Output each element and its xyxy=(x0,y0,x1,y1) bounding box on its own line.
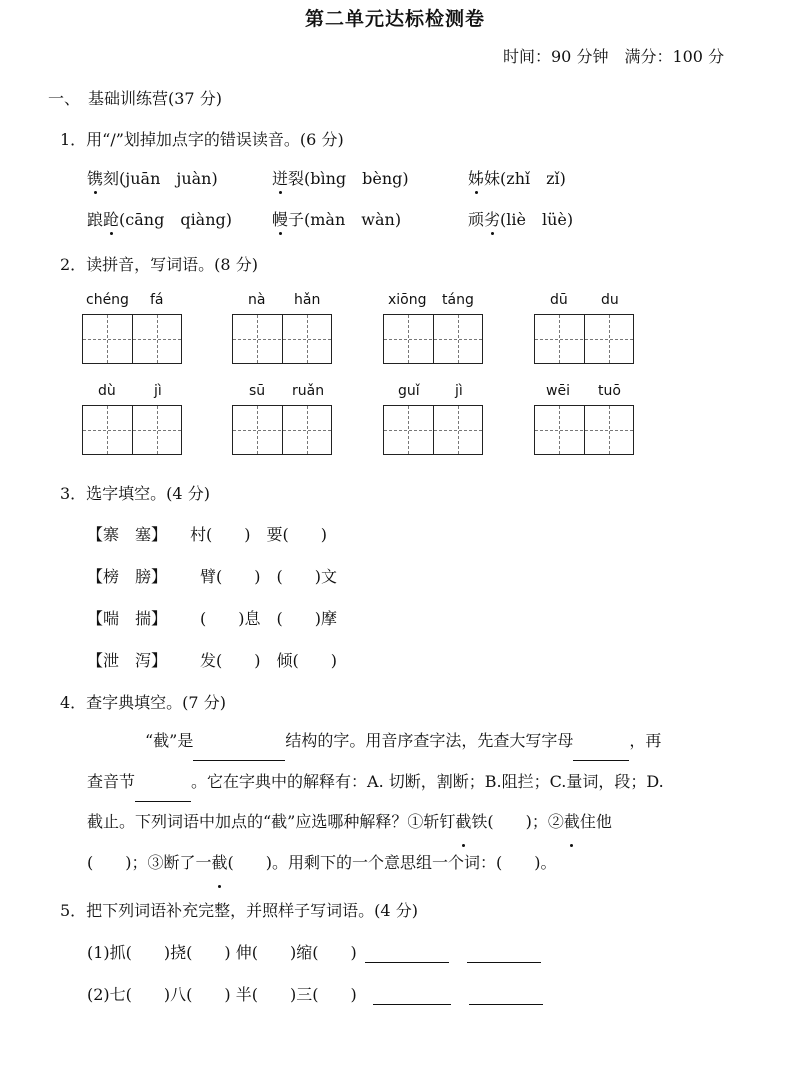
q5-answer-blank[interactable] xyxy=(467,944,541,963)
pinyin-4a: dū xyxy=(550,292,568,308)
q4-text: 查音节 xyxy=(87,772,136,791)
blank-structure[interactable] xyxy=(193,736,285,761)
section-heading: 一、 基础训练营(37 分) xyxy=(48,89,222,108)
dotted-char: 姊 xyxy=(468,166,484,189)
dotted-char: 幔 xyxy=(272,207,288,230)
question-4-prompt: 4．查字典填空。(7 分) xyxy=(60,693,226,712)
q3-option-4: 【泄 泻】 xyxy=(87,651,168,670)
blank-syllable[interactable] xyxy=(135,777,191,802)
q4-text: 。它在字典中的解释有：A. 切断，割断；B.阻拦；C.量词，段；D. xyxy=(191,772,664,791)
q3-blank-4[interactable]: 发( ) 倾( ) xyxy=(200,651,337,670)
pinyin-5b: jì xyxy=(154,383,162,399)
q4-text: “截”是 xyxy=(145,731,194,750)
dotted-char: 镌 xyxy=(87,166,103,189)
writing-grid-6[interactable] xyxy=(232,405,332,455)
writing-grid-8[interactable] xyxy=(534,405,634,455)
q4-line-2 xyxy=(87,762,664,802)
q4-line-1 xyxy=(145,721,661,761)
pinyin-8b: tuō xyxy=(598,383,621,399)
q5-row-2 xyxy=(87,982,543,1005)
q3-blank-3[interactable]: ( )息 ( )摩 xyxy=(200,609,337,628)
q5-answer-blank[interactable] xyxy=(365,944,449,963)
q3-option-1: 【寨 塞】 xyxy=(87,525,168,544)
q4-text: 截止。下列词语中加点的“截”应选哪种解释？①斩钉 xyxy=(87,812,456,831)
pinyin-7b: jì xyxy=(455,383,463,399)
pinyin-8a: wēi xyxy=(546,383,570,399)
writing-grid-7[interactable] xyxy=(383,405,483,455)
blank-letter[interactable] xyxy=(573,736,629,761)
q1-item-4 xyxy=(87,207,232,230)
pinyin-5a: dù xyxy=(98,383,116,399)
q5-text: (2)七( )八( ) 半( )三( ) xyxy=(87,985,357,1004)
writing-grid-4[interactable] xyxy=(534,314,634,364)
q1-item-6 xyxy=(468,207,573,230)
pinyin-6b: ruǎn xyxy=(292,383,325,399)
pinyin-2a: nà xyxy=(248,292,266,308)
question-5-prompt: 5．把下列词语补充完整，并照样子写词语。(4 分) xyxy=(60,901,418,920)
q5-answer-blank[interactable] xyxy=(469,986,543,1005)
q3-blank-1[interactable]: 村( ) 要( ) xyxy=(190,525,327,544)
pinyin-1b: fá xyxy=(150,292,164,308)
q1-item-text: 裂(bìng bèng) xyxy=(288,169,409,188)
q1-item-5 xyxy=(272,207,401,230)
q1-item-2 xyxy=(272,166,409,189)
q1-item-text: 子(màn wàn) xyxy=(288,210,402,229)
dotted-char: 跄 xyxy=(103,207,119,230)
q5-text: (1)抓( )挠( ) 伸( )缩( ) xyxy=(87,943,357,962)
q4-text: 住他 xyxy=(579,812,612,831)
dotted-char: 迸 xyxy=(272,166,288,189)
q4-text: 铁( )；② xyxy=(471,812,564,831)
writing-grid-3[interactable] xyxy=(383,314,483,364)
pinyin-4b: du xyxy=(601,292,619,308)
question-2-prompt: 2．读拼音，写词语。(8 分) xyxy=(60,255,258,274)
q1-item-text: (cāng qiàng) xyxy=(119,210,233,229)
dotted-char: 截 xyxy=(212,843,228,883)
writing-grid-1[interactable] xyxy=(82,314,182,364)
q4-line-3 xyxy=(87,802,612,842)
pinyin-1a: chéng xyxy=(86,292,129,308)
pinyin-2b: hǎn xyxy=(294,292,321,308)
time-info: 时间：90 分钟 满分：100 分 xyxy=(503,47,725,66)
q5-row-1 xyxy=(87,940,541,963)
question-3-prompt: 3．选字填空。(4 分) xyxy=(60,484,210,503)
q1-item-text: 刻(juān juàn) xyxy=(103,169,218,188)
pinyin-3a: xiōng xyxy=(388,292,427,308)
q3-option-3: 【喘 揣】 xyxy=(87,609,168,628)
q1-item-text: (liè lüè) xyxy=(500,210,574,229)
plain-char: 顽 xyxy=(468,210,485,229)
writing-grid-5[interactable] xyxy=(82,405,182,455)
q3-option-2: 【榜 膀】 xyxy=(87,567,168,586)
plain-char: 踉 xyxy=(87,210,104,229)
pinyin-6a: sū xyxy=(249,383,266,399)
q1-item-text: 妹(zhǐ zǐ) xyxy=(484,169,566,188)
q5-answer-blank[interactable] xyxy=(373,986,451,1005)
q4-text: ( )；③断了一 xyxy=(87,853,212,872)
q4-text: ，再 xyxy=(629,731,662,750)
q3-blank-2[interactable]: 臂( ) ( )文 xyxy=(200,567,337,586)
q1-item-3 xyxy=(468,166,566,189)
question-1-prompt: 1．用“/”划掉加点字的错误读音。(6 分) xyxy=(60,130,344,149)
q4-line-4 xyxy=(87,843,557,883)
dotted-char: 截 xyxy=(455,802,471,842)
q4-text: 结构的字。用音序查字法，先查大写字母 xyxy=(285,731,574,750)
pinyin-3b: táng xyxy=(442,292,474,308)
page-title: 第二单元达标检测卷 xyxy=(305,8,486,30)
dotted-char: 劣 xyxy=(484,207,500,230)
pinyin-7a: guǐ xyxy=(398,383,420,399)
q4-text: ( )。用剩下的一个意思组一个词：( )。 xyxy=(227,853,557,872)
q1-item-1 xyxy=(87,166,218,189)
writing-grid-2[interactable] xyxy=(232,314,332,364)
dotted-char: 截 xyxy=(564,802,580,842)
